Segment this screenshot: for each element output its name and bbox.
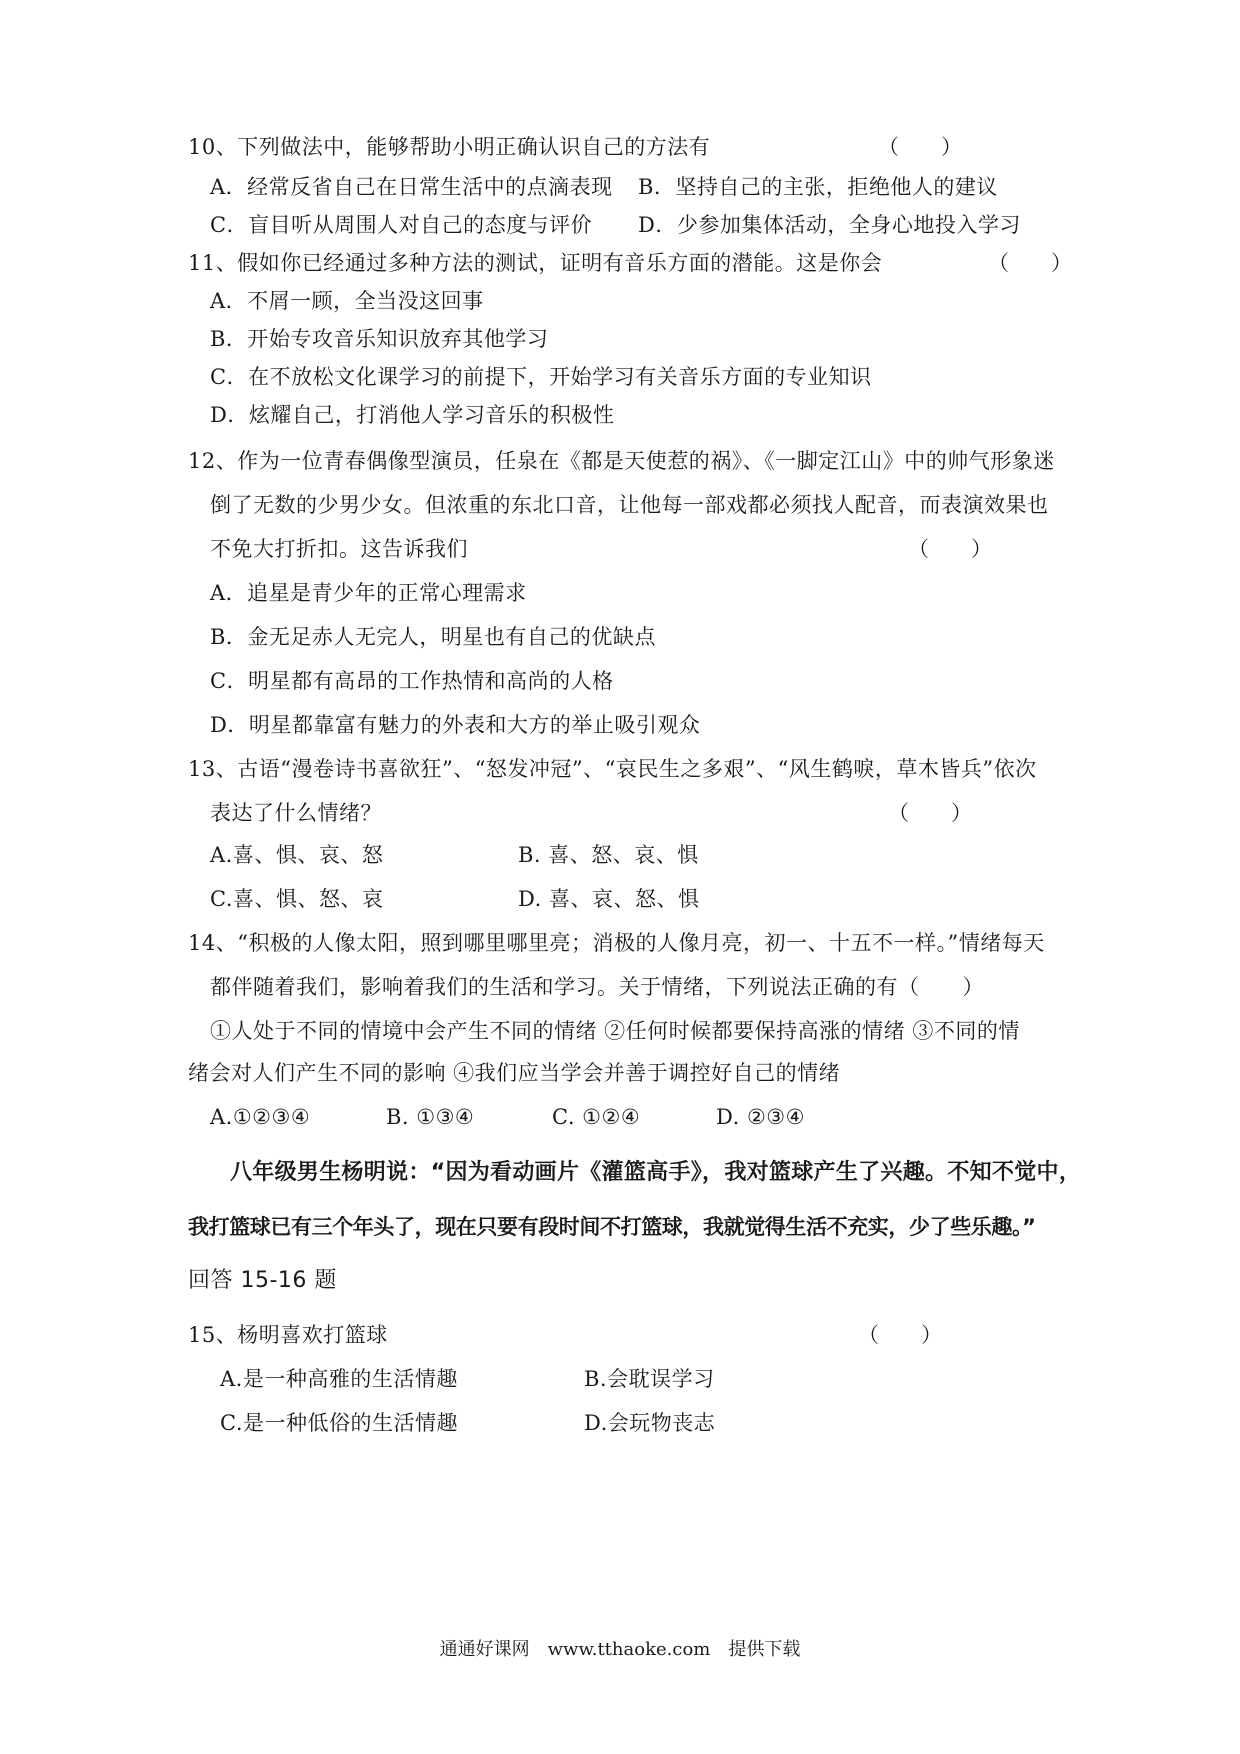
question-14-stem-line-1: 14、“积极的人像太阳，照到哪里哪里亮；消极的人像月亮，初一、十五不一样。”情绪每天 xyxy=(188,931,1045,955)
option-b: B．开始专攻音乐知识放弃其他学习 xyxy=(210,327,549,351)
answer-bracket: （ ） xyxy=(988,251,1072,275)
question-13-stem-line-1: 13、古语“漫卷诗书喜欲狂”、“怒发冲冠”、“哀民生之多艰”、“风生鹤唳，草木皆兵”依次 xyxy=(188,757,1037,781)
question-11-stem: 11、假如你已经通过多种方法的测试，证明有音乐方面的潜能。这是你会 xyxy=(188,251,883,275)
question-14-statements-line-2: 绪会对人们产生不同的影响 ④我们应当学会并善于调控好自己的情绪 xyxy=(188,1061,841,1085)
question-14-stem-line-2: 都伴随着我们，影响着我们的生活和学习。关于情绪，下列说法正确的有（ ） xyxy=(210,975,984,999)
option-b: B. 喜、怒、哀、惧 xyxy=(518,843,699,867)
option-c: C．明星都有高昂的工作热情和高尚的人格 xyxy=(210,669,614,693)
option-d: D．炫耀自己，打消他人学习音乐的积极性 xyxy=(210,403,615,427)
answer-bracket: （ ） xyxy=(858,1323,942,1347)
question-13-stem-line-2: 表达了什么情绪？ xyxy=(210,801,382,825)
option-c: C. ①②④ xyxy=(552,1105,641,1129)
answer-bracket: （ ） xyxy=(878,135,962,159)
question-12-stem-line-1: 12、作为一位青春偶像型演员，任泉在《都是天使惹的祸》、《一脚定江山》中的帅气形象迷 xyxy=(188,449,1055,473)
option-d: D．明星都靠富有魅力的外表和大方的举止吸引观众 xyxy=(210,713,701,737)
option-a: A.喜、惧、哀、怒 xyxy=(210,843,384,867)
option-d: D. ②③④ xyxy=(716,1105,805,1129)
option-c: C.是一种低俗的生活情趣 xyxy=(220,1411,458,1435)
option-c: C.喜、惧、怒、哀 xyxy=(210,887,384,911)
option-b: B.会耽误学习 xyxy=(584,1367,715,1391)
question-12-stem-line-2: 倒了无数的少男少女。但浓重的东北口音，让他每一部戏都必须找人配音，而表演效果也 xyxy=(210,493,1049,517)
passage-instruction: 回答 15-16 题 xyxy=(188,1268,337,1293)
option-d: D．少参加集体活动，全身心地投入学习 xyxy=(638,213,1021,237)
passage-line-2: 我打篮球已有三个年头了，现在只要有段时间不打篮球，我就觉得生活不充实，少了些乐趣。” xyxy=(188,1215,1036,1239)
option-c: C．盲目听从周围人对自己的态度与评价 xyxy=(210,213,593,237)
option-d: D. 喜、哀、怒、惧 xyxy=(518,887,700,911)
option-b: B．坚持自己的主张，拒绝他人的建议 xyxy=(638,175,998,199)
question-10-stem: 10、下列做法中，能够帮助小明正确认识自己的方法有 xyxy=(188,135,711,159)
option-a: A.①②③④ xyxy=(210,1105,311,1129)
option-b: B. ①③④ xyxy=(386,1105,475,1129)
question-12-stem-line-3: 不免大打折扣。这告诉我们 xyxy=(210,537,468,561)
answer-bracket: （ ） xyxy=(908,537,992,561)
answer-bracket: （ ） xyxy=(888,801,972,825)
question-14-statements-line-1: ①人处于不同的情境中会产生不同的情绪 ②任何时候都要保持高涨的情绪 ③不同的情 xyxy=(210,1019,1020,1043)
question-15-stem: 15、杨明喜欢打篮球 xyxy=(188,1323,388,1347)
option-a: A．不屑一顾，全当没这回事 xyxy=(210,289,484,313)
option-a: A.是一种高雅的生活情趣 xyxy=(220,1367,458,1391)
passage-line-1: 八年级男生杨明说：“因为看动画片《灌篮高手》，我对篮球产生了兴趣。不知不觉中， xyxy=(230,1160,1082,1185)
option-a: A．经常反省自己在日常生活中的点滴表现 xyxy=(210,175,613,199)
option-c: C．在不放松文化课学习的前提下，开始学习有关音乐方面的专业知识 xyxy=(210,365,872,389)
option-a: A．追星是青少年的正常心理需求 xyxy=(210,581,527,605)
option-b: B．金无足赤人无完人，明星也有自己的优缺点 xyxy=(210,625,656,649)
page-footer: 通通好课网 www.tthaoke.com 提供下载 xyxy=(439,1639,801,1660)
option-d: D.会玩物丧志 xyxy=(584,1411,716,1435)
